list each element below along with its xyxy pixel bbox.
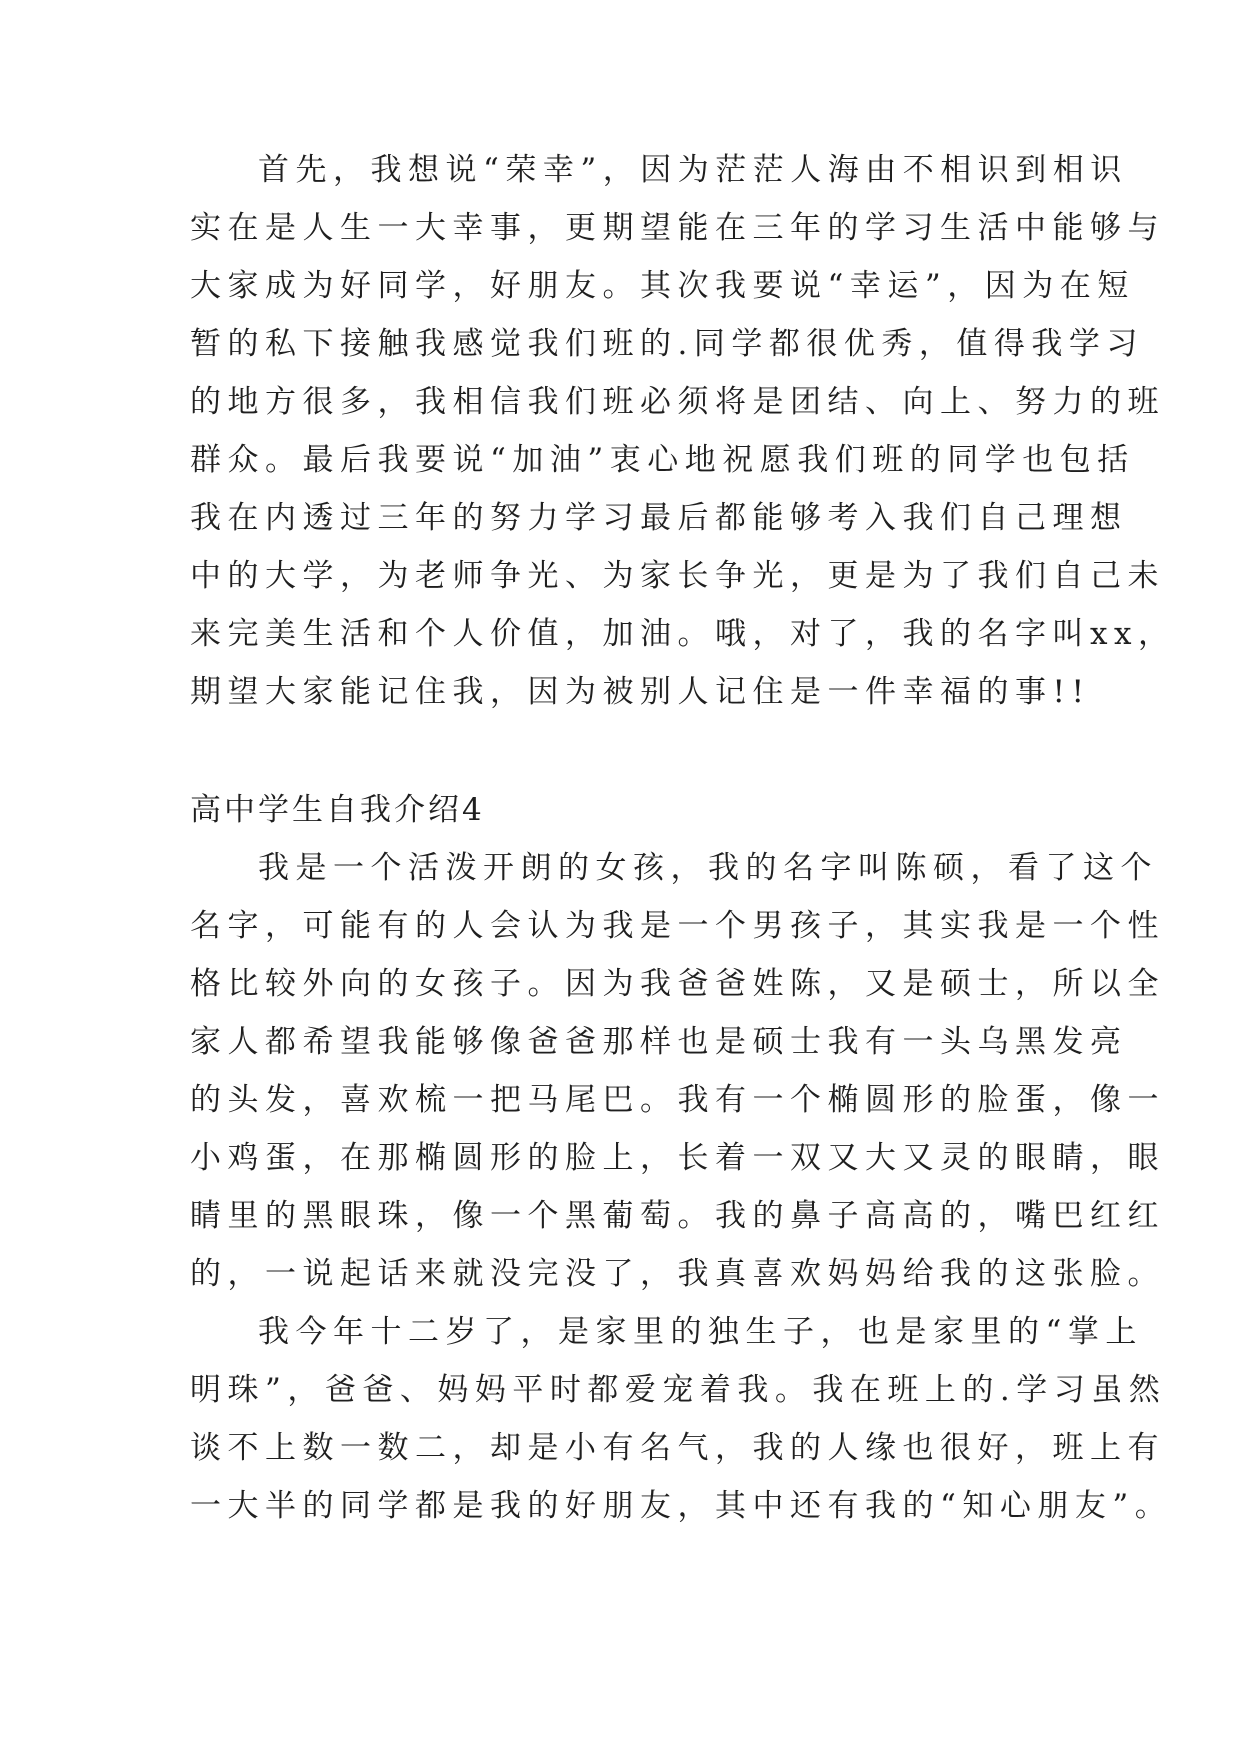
paragraph-line: 名字，可能有的人会认为我是一个男孩子，其实我是一个性 (190, 908, 1165, 944)
paragraph-line: 的头发，喜欢梳一把马尾巴。我有一个椭圆形的脸蛋，像一 (190, 1082, 1165, 1118)
paragraph-line: 我在内透过三年的努力学习最后都能够考入我们自己理想 (190, 500, 1128, 536)
paragraph-line: 明珠”，爸爸、妈妈平时都爱宠着我。我在班上的.学习虽然 (190, 1372, 1167, 1408)
paragraph-line: 实在是人生一大幸事，更期望能在三年的学习生活中能够与 (190, 210, 1165, 246)
paragraph-line: 谈不上数一数二，却是小有名气，我的人缘也很好，班上有 (190, 1430, 1165, 1466)
paragraph-line: 中的大学，为老师争光、为家长争光，更是为了我们自己未 (190, 558, 1165, 594)
paragraph-line: 格比较外向的女孩子。因为我爸爸姓陈，又是硕士，所以全 (190, 966, 1165, 1002)
paragraph-line: 的地方很多，我相信我们班必须将是团结、向上、努力的班 (190, 384, 1165, 420)
paragraph-line: 一大半的同学都是我的好朋友，其中还有我的“知心朋友”。 (190, 1488, 1173, 1524)
section-heading: 高中学生自我介绍4 (190, 792, 485, 828)
paragraph-line: 家人都希望我能够像爸爸那样也是硕士我有一头乌黑发亮 (190, 1024, 1128, 1060)
paragraph-line: 睛里的黑眼珠，像一个黑葡萄。我的鼻子高高的，嘴巴红红 (190, 1198, 1165, 1234)
paragraph-line: 的，一说起话来就没完没了，我真喜欢妈妈给我的这张脸。 (190, 1256, 1165, 1292)
paragraph-line: 来完美生活和个人价值，加油。哦，对了，我的名字叫xx， (190, 616, 1176, 652)
paragraph-line: 期望大家能记住我，因为被别人记住是一件幸福的事!! (190, 674, 1091, 710)
paragraph-line: 首先，我想说“荣幸”，因为茫茫人海由不相识到相识 (258, 152, 1128, 188)
paragraph-line: 我是一个活泼开朗的女孩，我的名字叫陈硕，看了这个 (258, 850, 1158, 886)
paragraph-line: 群众。最后我要说“加油”衷心地祝愿我们班的同学也包括 (190, 442, 1135, 478)
paragraph-line: 暂的私下接触我感觉我们班的.同学都很优秀，值得我学习 (190, 326, 1144, 362)
paragraph-line: 我今年十二岁了，是家里的独生子，也是家里的“掌上 (258, 1314, 1143, 1350)
paragraph-line: 大家成为好同学，好朋友。其次我要说“幸运”，因为在短 (190, 268, 1135, 304)
paragraph-line: 小鸡蛋，在那椭圆形的脸上，长着一双又大又灵的眼睛，眼 (190, 1140, 1165, 1176)
